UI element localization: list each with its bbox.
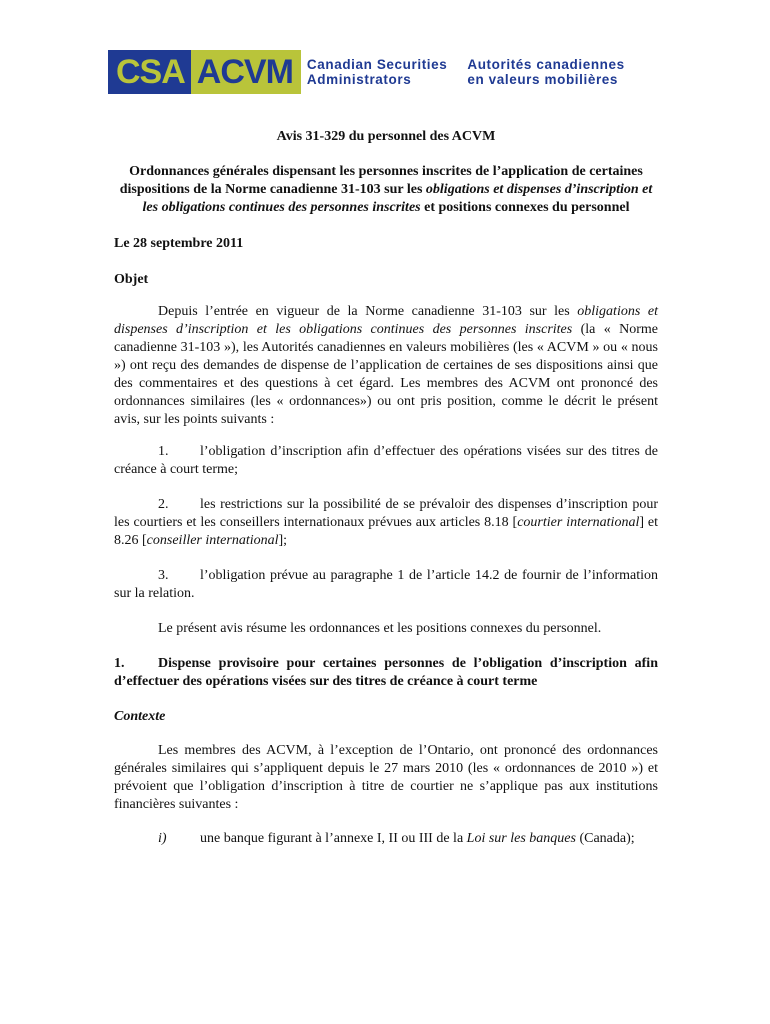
list-item-2 (114, 496, 658, 550)
org-fr-line-2: en valeurs mobilières (467, 72, 619, 87)
list-item-2-number: 2. (158, 497, 169, 512)
document-body (114, 128, 658, 848)
org-fr-line-1: Autorités canadiennes (467, 57, 625, 72)
paragraph-objet (114, 303, 658, 429)
list-item-3 (114, 567, 658, 603)
document-subtitle (114, 163, 658, 217)
section-1-number: 1. (114, 656, 125, 671)
document-date: Le 28 septembre 2011 (114, 236, 244, 251)
list-item-1-text: l’obligation d’inscription afin d’effectuer des opérations visées sur des titres de créance à court terme; (114, 444, 658, 477)
logo-csa: CSA (108, 50, 191, 94)
sub-item-i (114, 830, 658, 848)
list-item-2-text-a: les restrictions sur la possibilité de se prévaloir des dispenses d’inscription pour les courtiers et les conseillers internationaux prévues aux articles 8.18 [ (114, 497, 658, 530)
sub-item-i-italic: Loi sur les banques (466, 831, 576, 846)
list-item-3-text: l’obligation prévue au paragraphe 1 de l’article 14.2 de fournir de l’information sur la relation. (114, 568, 658, 601)
list-item-1 (114, 443, 658, 479)
section-1-title: Dispense provisoire pour certaines personnes de l’obligation d’inscription afin d’effectuer des opérations visées sur des titres de créance à court terme (114, 656, 658, 689)
list-item-1-number: 1. (158, 444, 169, 459)
summary-paragraph: Le présent avis résume les ordonnances et les positions connexes du personnel. (158, 621, 602, 636)
list-item-3-number: 3. (158, 568, 169, 583)
sub-item-i-text-b: (Canada); (575, 831, 635, 846)
subtitle-part-b: et positions connexes du personnel (420, 200, 630, 215)
header (108, 50, 625, 94)
heading-objet: Objet (114, 272, 149, 287)
csa-acvm-logo (108, 50, 301, 94)
org-name-french (467, 57, 624, 87)
document-title: Avis 31-329 du personnel des ACVM (276, 129, 496, 144)
logo-acvm: ACVM (191, 50, 301, 94)
subtitle-italic: obligations et dispenses d’inscription et les obligations continues des personnes inscrites (142, 182, 653, 215)
list-item-2-text-b: ] et 8.26 [ (114, 515, 659, 548)
section-1-heading (114, 655, 658, 691)
org-en-line-2: Administrators (306, 72, 412, 87)
heading-contexte: Contexte (114, 709, 166, 724)
org-name-english (307, 57, 447, 87)
list-item-2-italic-2: conseiller international (146, 533, 279, 548)
subtitle-part-a: Ordonnances générales dispensant les personnes inscrites de l’application de certaines dispositions de la Norme canadienne 31-103 sur les (119, 164, 643, 197)
objet-part-b: (la « Norme canadienne 31-103 »), les Autorités canadiennes en valeurs mobilières (les « ACVM » ou « nous ») ont reçu des demandes de dispense de l’application de certaines de ses dispositions ainsi que des commentaires et des questions à cet égard. Les membres des ACVM ont prononcé des ordonnances similaires (les « ordonnances») ou ont pris position, comme le décrit le présent avis, sur les points suivants : (114, 322, 658, 427)
list-item-2-text-c: ]; (278, 533, 288, 548)
objet-italic: obligations et dispenses d’inscription et les obligations continues des personnes inscrites (114, 304, 658, 337)
org-en-line-1: Canadian Securities (306, 57, 448, 72)
sub-item-i-text-a: une banque figurant à l’annexe I, II ou III de la (200, 831, 467, 846)
objet-part-a: Depuis l’entrée en vigueur de la Norme canadienne 31-103 sur les (158, 304, 578, 319)
paragraph-contexte: Les membres des ACVM, à l’exception de l’Ontario, ont prononcé des ordonnances générales similaires qui s’appliquent depuis le 27 mars 2010 (les « ordonnances de 2010 ») et prévoient que l’obligation d’inscription à titre de courtier ne s’applique pas aux institutions financières suivantes : (114, 743, 658, 812)
list-item-2-italic-1: courtier international (517, 515, 640, 530)
sub-item-i-number: i) (158, 831, 167, 846)
